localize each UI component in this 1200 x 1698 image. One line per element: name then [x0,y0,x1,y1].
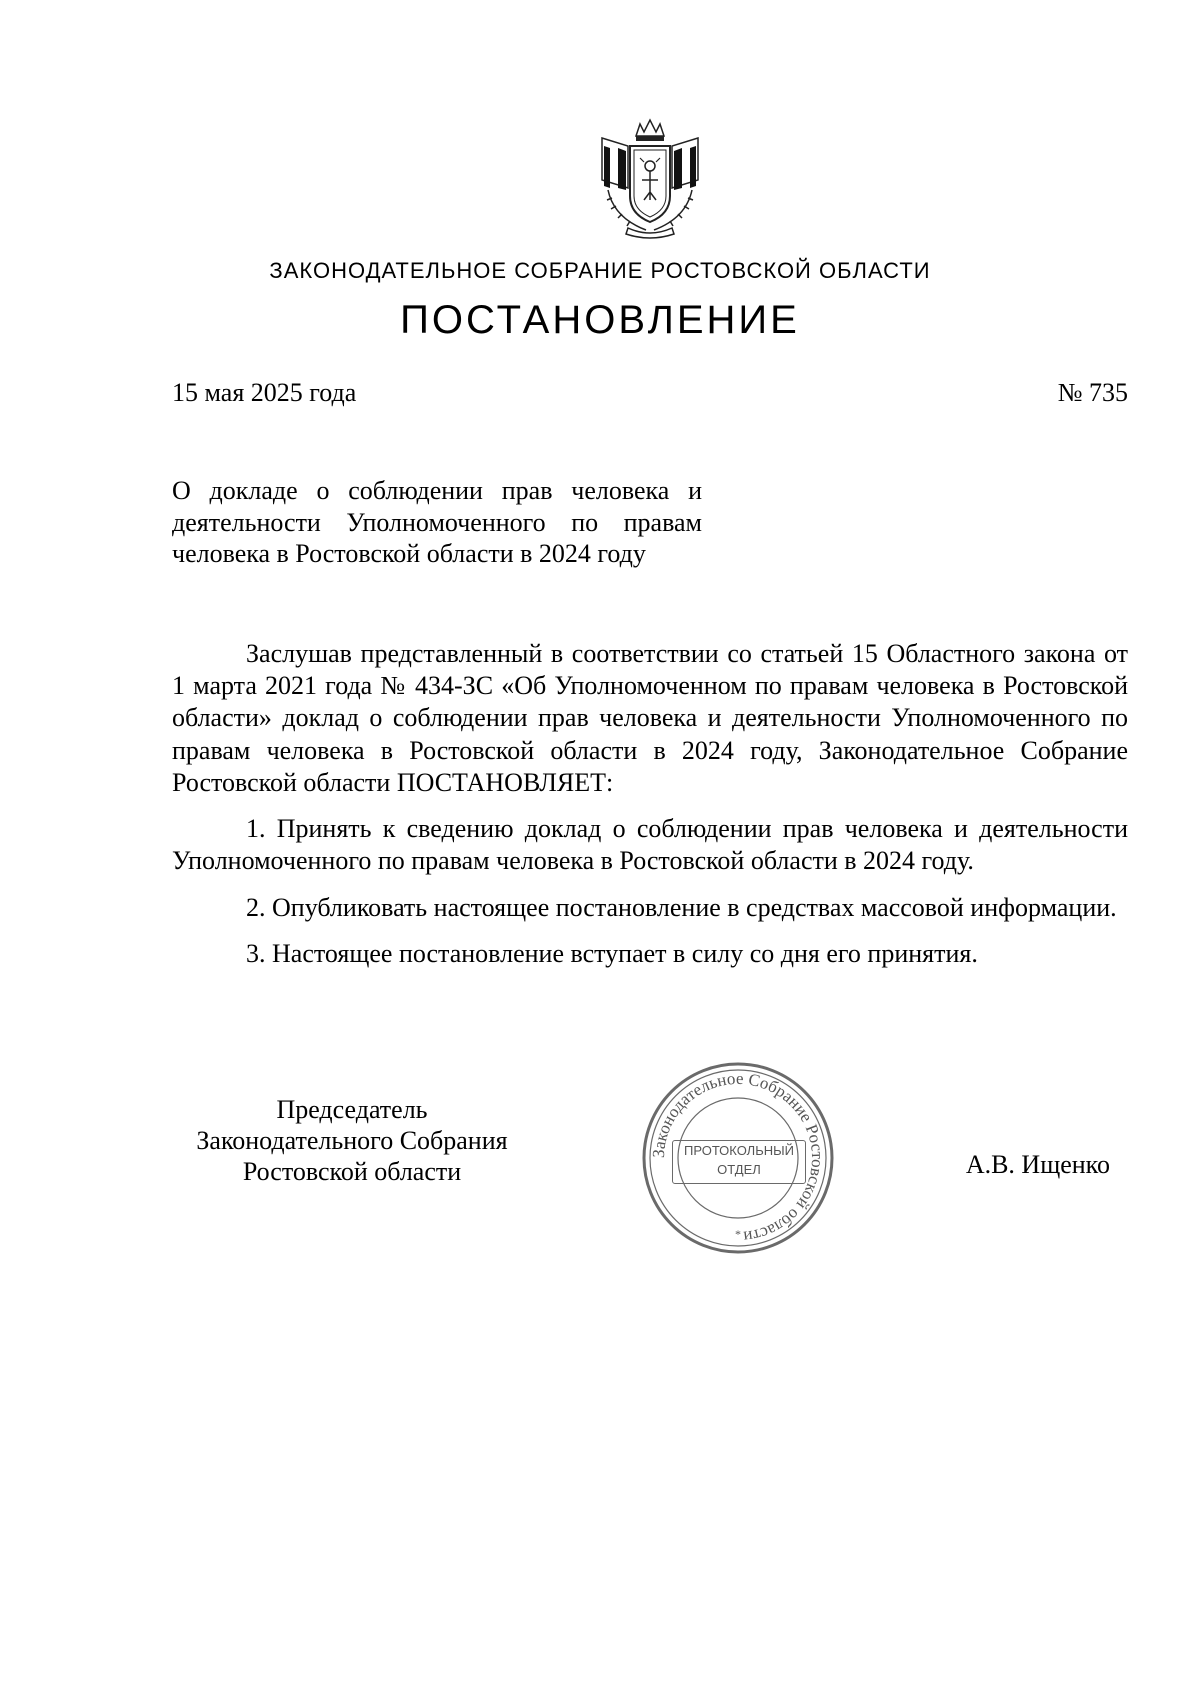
stamp-inner-label [672,1140,806,1184]
organization-name: ЗАКОНОДАТЕЛЬНОЕ СОБРАНИЕ РОСТОВСКОЙ ОБЛАСТИ [269,258,931,283]
svg-text:*: * [735,1227,741,1241]
document-number: № 735 [1057,378,1128,407]
signatory-title-line: Председатель [276,1095,428,1124]
stamp-inner-line: ПРОТОКОЛЬНЫЙ [683,1143,794,1158]
document-type: ПОСТАНОВЛЕНИЕ [400,298,800,342]
resolution-item: 1. Принять к сведению доклад о соблюдении прав человека и деятельности Уполномоченного по правам человека в Ростовской области в 2024 году. [172,814,1128,876]
signatory-title [162,1094,542,1188]
resolution-item: 2. Опубликовать настоящее постановление в средствах массовой информации. [246,892,1117,922]
stamp-inner-line: ОТДЕЛ [717,1162,761,1177]
signatory-title-line: Законодательного Собрания [196,1126,508,1156]
resolution-item: 3. Настоящее постановление вступает в силу со дня его принятия. [246,938,978,968]
stamp-ring-text: Законодательное Собрание Ростовской области [648,1068,828,1247]
preamble-paragraph: Заслушав представленный в соответствии со статьей 15 Областного закона от 1 марта 2021 года № 434-ЗС «Об Уполномоченном по правам человека в Ростовской области» доклад о соблюдении прав человека и деятельности Уполномоченного по правам человека в Ростовской области в 2024 году, Законодательное Собрание Ростовской области ПОСТАНОВЛЯЕТ: [172,639,1128,797]
signatory-title-line: Ростовской области [242,1157,462,1187]
document-body [172,638,1128,984]
document-subject: О докладе о соблюдении прав человека и деятельности Уполномоченного по правам человека в Ростовской области в 2024 году [172,476,702,569]
document-date: 15 мая 2025 года [172,378,357,407]
rostov-oblast-coat-of-arms-icon [588,118,712,242]
signer-name: А.В. Ищенко [965,1150,1110,1179]
